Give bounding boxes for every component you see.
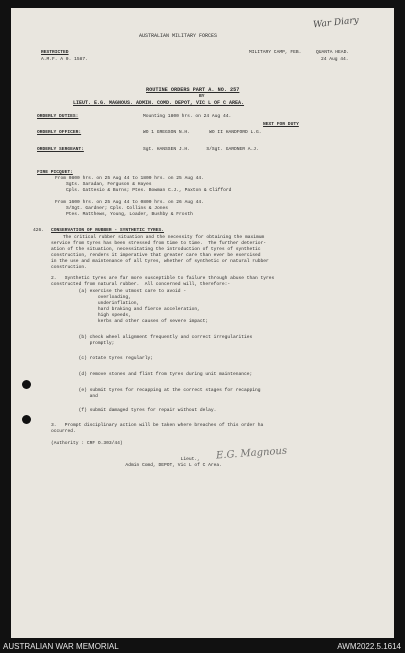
para2-line: (a) exercise the utmost care to avoid - — [51, 289, 187, 294]
duty-label-3: ORDERLY SERGEANT: — [37, 147, 84, 152]
reference: QUANTA HEAD. — [316, 50, 350, 55]
para3-line: occurred. — [51, 429, 76, 434]
para1-line: service from tyres has been stressed from time to time. The further deterior- — [51, 241, 267, 246]
fire-picquet-line: From 1600 hrs. on 25 Aug 44 to 0800 hrs. on 26 Aug 44. — [55, 200, 204, 205]
para2-line: (b) check wheel alignment frequently and correct irregularities — [51, 335, 253, 340]
footer-right: AWM2022.5.1614 — [337, 642, 401, 651]
punch-hole-icon — [22, 415, 31, 424]
by-line: BY — [199, 94, 205, 99]
duty-value-3: Sgt. HANSSEN J.H. S/Sgt. GARDNER A.J. — [143, 147, 259, 152]
para1-line: ation of the situation, necessitating the introduction of tyres of synthetic — [51, 247, 261, 252]
para2-line: hard braking and fierce acceleration, — [51, 307, 200, 312]
fire-picquet-line: Ptes. Matthews, Young, Loader, Bushby & Frosth — [55, 212, 193, 217]
para3-line: 3. Prompt disciplinary action will be taken where breaches of this order ha — [51, 423, 264, 428]
sign-block-line: Admin Comd, DEPOT, Vic L of C Area. — [51, 463, 222, 468]
duty-value-0: Mounting 1800 hrs. on 24 Aug 44. — [143, 114, 232, 119]
para1-line: The critical rubber situation and the necessity for obtaining the maximum — [63, 235, 265, 240]
para1-line: construction, renders it imperative that greater care than ever be exercised — [51, 253, 261, 258]
form-number: A.M.F. A 0. 1587. — [41, 57, 88, 62]
fire-picquet-line: From 0800 hrs. on 25 Aug 44 to 1800 hrs. on 25 Aug 44. — [55, 176, 204, 181]
para2-line: high speeds, — [51, 313, 131, 318]
sign-block-line: Lieut., — [51, 457, 200, 462]
para2-line: 2. Synthetic tyres are far more susceptible to failure through abuse than tyres — [51, 276, 275, 281]
order-number: 426. — [33, 228, 45, 233]
para2-line: promptly; — [51, 341, 115, 346]
para2-line: (f) submit damaged tyres for repair without delay. — [51, 408, 217, 413]
para2-line: and — [51, 394, 98, 399]
duty-value-1: NEXT FOR DUTY — [263, 122, 299, 127]
duty-label-2: ORDERLY OFFICER: — [37, 130, 82, 135]
fire-picquet-line: S/Sgt. Gardner; Cpls. Collins & Jones — [55, 206, 169, 211]
location: MILITARY CAMP, FEB. — [249, 50, 302, 55]
signature: E.G. Magnous — [215, 445, 288, 462]
para2-line: (c) rotate tyres regularly; — [51, 356, 153, 361]
para2-line: overloading, — [51, 295, 131, 300]
document-title: ROUTINE ORDERS PART A. NO. 257 — [146, 87, 240, 93]
heading: AUSTRALIAN MILITARY FORCES — [139, 33, 218, 39]
punch-hole-icon — [22, 380, 31, 389]
order-title: CONSERVATION OF RUBBER - SYNTHETIC TYRES. — [51, 228, 165, 233]
footer-bar — [0, 640, 405, 653]
fire-picquet-line: Cpls. Gattesio & Burns; Ptes. Bowman C.J., Paxton & Clifford — [55, 188, 232, 193]
fire-picquet-title: FIRE PICQUET: — [37, 170, 73, 175]
commander: LIEUT. E.G. MAGNOUS. ADMIN. COMD. DEPOT, VIC L OF C AREA. — [73, 100, 245, 106]
document-page — [11, 8, 394, 638]
para1-line: construction. — [51, 265, 87, 270]
fire-picquet-line: Sgts. Saradan, Ferguson & Hayes — [55, 182, 152, 187]
duty-value-2: WO 1 GREGSON N.H. WO II HANDFORD L.G. — [143, 130, 262, 135]
para1-line: in the use and maintenance of all tyres, whether of synthetic or natural rubber — [51, 259, 269, 264]
para2-line: (d) remove stones and flint from tyres during unit maintenance; — [51, 372, 253, 377]
para2-line: (e) submit tyres for recapping at the correct stages for recapping — [51, 388, 261, 393]
date: 24 Aug 44. — [321, 57, 349, 62]
authority: (Authority : CRF O.303/44) — [51, 441, 123, 446]
para2-line: underinflation, — [51, 301, 140, 306]
restricted-label: RESTRICTED — [41, 50, 69, 55]
para2-line: constructed from natural rubber. All concerned will, therefore:- — [51, 282, 231, 287]
handwritten-note: War Diary — [312, 15, 360, 31]
footer-left: AUSTRALIAN WAR MEMORIAL — [3, 642, 119, 651]
para2-line: kerbs and other causes of severe impact; — [51, 319, 209, 324]
duty-label-0: ORDERLY DUTIES: — [37, 114, 79, 119]
